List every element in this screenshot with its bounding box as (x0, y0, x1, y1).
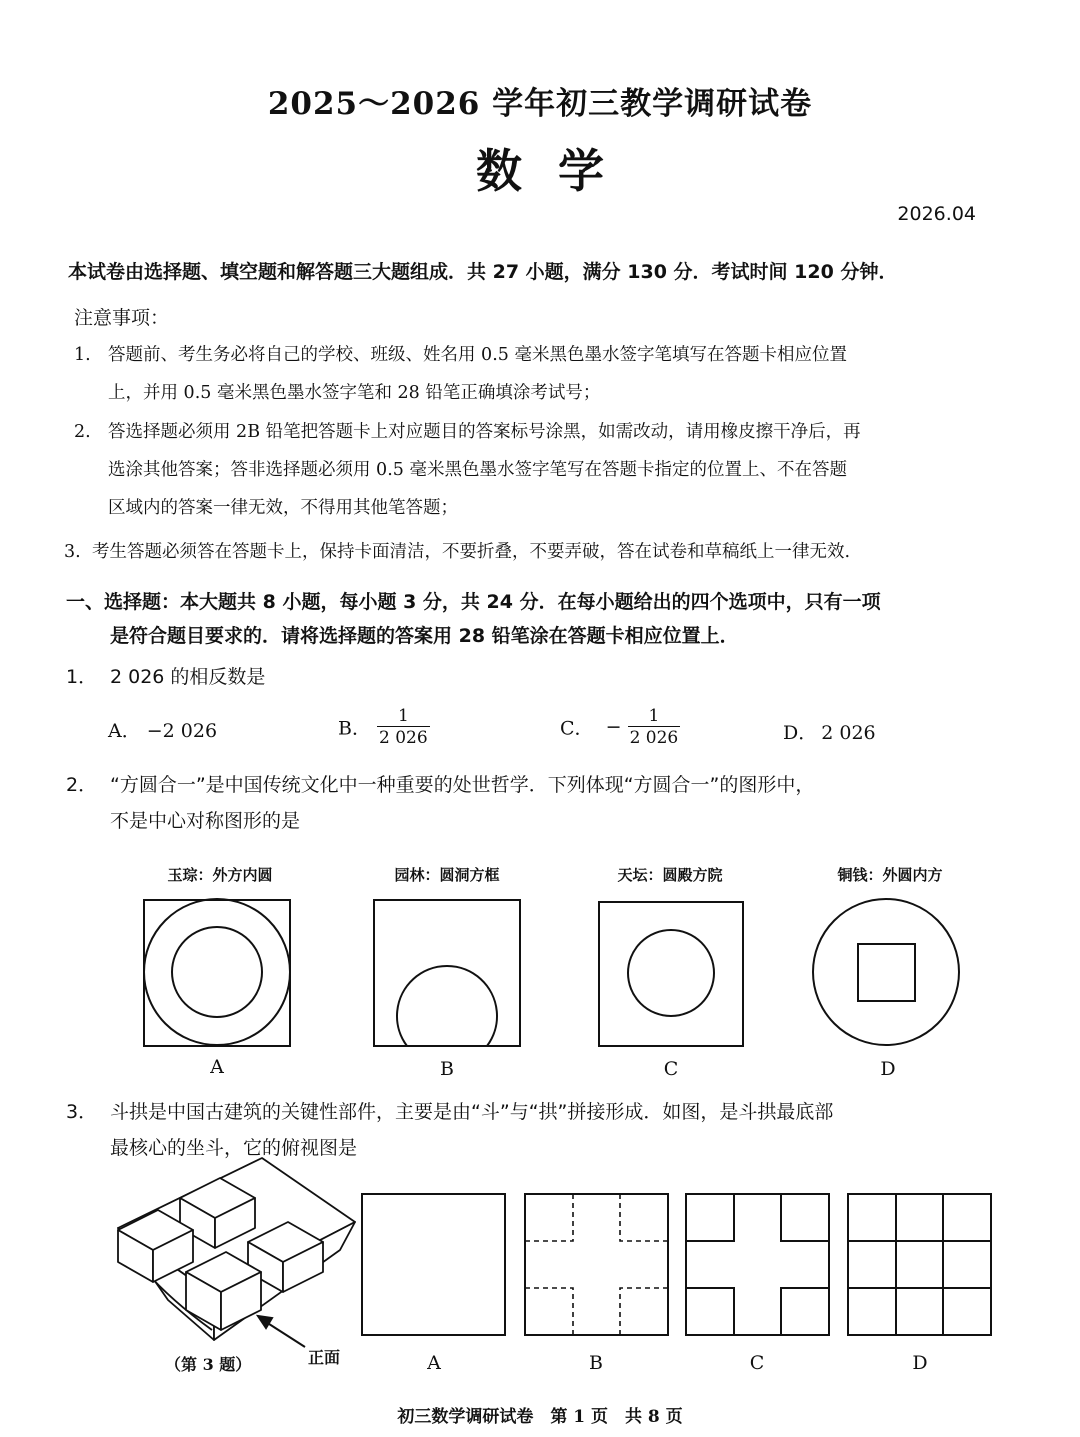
section-line: 一、选择题：本大题共 8 小题，每小题 3 分，共 24 分．在每小题给出的四个选项中，只有一项 (66, 591, 881, 613)
figure-letter: A (427, 1352, 441, 1374)
question-stem: 最核心的坐斗，它的俯视图是 (110, 1137, 358, 1159)
exam-date: 2026.04 (897, 203, 976, 225)
figure-caption: 铜钱：外圆内方 (837, 866, 943, 884)
option-value: 2 026 (821, 722, 876, 744)
note-number: 1. (74, 345, 91, 365)
question-number: 1． (66, 666, 98, 688)
note-text: 答选择题必须用 2B 铅笔把答题卡上对应题目的答案标号涂黑，如需改动，请用橡皮擦干净后，再 (108, 422, 861, 442)
option-label: D． (783, 722, 818, 744)
figure-caption: 园林：圆洞方框 (394, 866, 500, 884)
question-number: 3． (66, 1101, 98, 1123)
question-stem: 2 026 的相反数是 (110, 666, 266, 688)
subject-title: 数学 (476, 144, 640, 198)
exam-title: 2025～2026 学年初三教学调研试卷 (267, 86, 813, 122)
top-view-option-a (362, 1194, 505, 1335)
question-number: 2． (66, 774, 98, 796)
numerator: 1 (397, 706, 409, 726)
note-text: 选涂其他答案；答非选择题必须用 0.5 毫米黑色墨水签字笔写在答题卡指定的位置上、不在答题 (108, 460, 847, 480)
note-text: 答题前、考生务必将自己的学校、班级、姓名用 0.5 毫米黑色墨水签字笔填写在答题卡相应位置 (108, 345, 847, 365)
denominator: 2 026 (629, 728, 679, 748)
question-stem: 不是中心对称图形的是 (110, 810, 301, 832)
dougong-figure (118, 1158, 355, 1340)
figure-letter: D (880, 1058, 896, 1080)
note-text: 区域内的答案一律无效，不得用其他笔答题； (108, 498, 458, 518)
question-stem: “方圆合一”是中国传统文化中一种重要的处世哲学．下列体现“方圆合一”的图形中， (110, 774, 815, 796)
note-text: 考生答题必须答在答题卡上，保持卡面清洁，不要折叠，不要弄破，答在试卷和草稿纸上一律无效. (92, 542, 851, 562)
figure-letter: C (663, 1058, 679, 1080)
top-view-option-b (525, 1194, 668, 1335)
figure-letter: D (912, 1352, 928, 1374)
note-text: 上，并用 0.5 毫米黑色墨水签字笔和 28 铅笔正确填涂考试号； (108, 383, 601, 403)
note-number: 3. (64, 542, 81, 562)
option-label: C． (560, 717, 594, 740)
section-line: 是符合题目要求的．请将选择题的答案用 28 铅笔涂在答题卡相应位置上． (110, 625, 739, 647)
denominator: 2 026 (379, 728, 428, 748)
front-label: 正面 (308, 1348, 341, 1367)
numerator: 1 (648, 706, 660, 726)
figure-letter: B (589, 1352, 603, 1374)
minus-sign: − (605, 716, 622, 738)
front-arrow (258, 1316, 305, 1347)
option-label: B． (338, 717, 371, 740)
top-view-option-c (686, 1194, 829, 1335)
top-view-option-d (848, 1194, 991, 1335)
figure-letter: B (440, 1058, 454, 1080)
figure-caption: （第 3 题） (165, 1355, 252, 1374)
option-label: A． (108, 720, 141, 742)
exam-intro: 本试卷由选择题、填空题和解答题三大题组成．共 27 小题，满分 130 分．考试时间 120 分钟． (68, 261, 898, 283)
question-stem: 斗拱是中国古建筑的关键性部件，主要是由“斗”与“拱”拼接形成．如图，是斗拱最底部 (110, 1101, 834, 1123)
figure-letter: A (210, 1056, 224, 1078)
figure-letter: C (749, 1352, 765, 1374)
note-number: 2. (74, 422, 91, 442)
option-value: −2 026 (146, 720, 218, 742)
figure-caption: 玉琮：外方内圆 (167, 866, 273, 884)
page-footer: 初三数学调研试卷 第 1 页 共 8 页 (397, 1407, 683, 1427)
figure-caption: 天坛：圆殿方院 (617, 866, 723, 884)
notes-heading: 注意事项： (74, 307, 170, 329)
